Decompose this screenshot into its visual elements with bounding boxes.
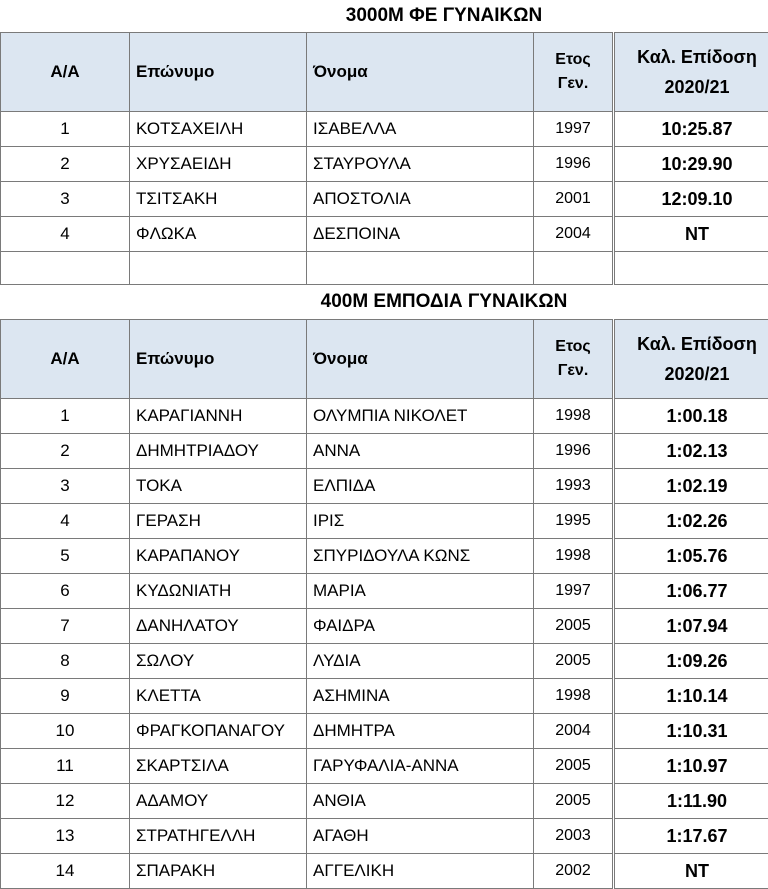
cell-aa: 1 xyxy=(1,399,130,434)
cell-name: ΑΓΓΕΛΙΚΗ xyxy=(307,854,534,889)
table-cell xyxy=(534,252,614,285)
cell-year: 2001 xyxy=(534,182,614,217)
cell-year: 2005 xyxy=(534,749,614,784)
cell-aa: 6 xyxy=(1,574,130,609)
cell-year: 1998 xyxy=(534,679,614,714)
cell-year: 1997 xyxy=(534,574,614,609)
cell-aa: 7 xyxy=(1,609,130,644)
cell-surname: ΚΑΡΑΠΑΝΟΥ xyxy=(130,539,307,574)
cell-name: ΑΣΗΜΙΝΑ xyxy=(307,679,534,714)
col-header-name: Όνομα xyxy=(307,320,534,399)
table-cell xyxy=(1,252,130,285)
cell-surname: ΣΤΡΑΤΗΓΕΛΛΗ xyxy=(130,819,307,854)
table-header-row xyxy=(1,33,768,112)
cell-name: ΑΝΘΙΑ xyxy=(307,784,534,819)
table-header-row xyxy=(1,320,768,399)
cell-name: ΙΣΑΒΕΛΛΑ xyxy=(307,112,534,147)
cell-year: 1995 xyxy=(534,504,614,539)
cell-year: 2004 xyxy=(534,714,614,749)
cell-performance: 1:02.13 xyxy=(614,434,768,469)
cell-aa: 5 xyxy=(1,539,130,574)
table-row xyxy=(1,182,768,217)
table-row xyxy=(1,609,768,644)
table-row xyxy=(1,854,768,889)
section-3000m xyxy=(0,0,768,285)
cell-name: ΟΛΥΜΠΙΑ ΝΙΚΟΛΕΤ xyxy=(307,399,534,434)
cell-aa: 2 xyxy=(1,147,130,182)
table-body xyxy=(1,112,768,252)
table-row xyxy=(1,784,768,819)
cell-name: ΔΗΜΗΤΡΑ xyxy=(307,714,534,749)
results-table xyxy=(0,32,768,285)
cell-performance: 1:10.97 xyxy=(614,749,768,784)
cell-aa: 2 xyxy=(1,434,130,469)
table-row xyxy=(1,574,768,609)
table-row xyxy=(1,469,768,504)
table-row xyxy=(1,679,768,714)
cell-performance: 10:29.90 xyxy=(614,147,768,182)
cell-performance: NT xyxy=(614,854,768,889)
cell-name: ΑΓΑΘΗ xyxy=(307,819,534,854)
col-header-year-line2: Γεν. xyxy=(558,75,589,92)
cell-year: 1996 xyxy=(534,147,614,182)
cell-year: 1996 xyxy=(534,434,614,469)
cell-performance: 1:17.67 xyxy=(614,819,768,854)
cell-year: 2003 xyxy=(534,819,614,854)
cell-performance: 1:07.94 xyxy=(614,609,768,644)
col-header-year xyxy=(534,320,614,399)
table-cell xyxy=(614,252,768,285)
table-row xyxy=(1,714,768,749)
cell-surname: ΑΔΑΜΟΥ xyxy=(130,784,307,819)
cell-performance: NT xyxy=(614,217,768,252)
col-header-perf-line1: Καλ. Επίδοση xyxy=(637,47,757,67)
cell-aa: 10 xyxy=(1,714,130,749)
cell-performance: 1:02.19 xyxy=(614,469,768,504)
col-header-surname: Επώνυμο xyxy=(130,33,307,112)
section-title: 400Μ ΕΜΠΟΔΙΑ ΓΥΝΑΙΚΩΝ xyxy=(0,285,768,319)
cell-surname: ΧΡΥΣΑΕΙΔΗ xyxy=(130,147,307,182)
table-row xyxy=(1,217,768,252)
cell-surname: ΦΛΩΚΑ xyxy=(130,217,307,252)
cell-name: ΓΑΡΥΦΑΛΙΑ-ΑΝΝΑ xyxy=(307,749,534,784)
col-header-year xyxy=(534,33,614,112)
cell-year: 1997 xyxy=(534,112,614,147)
cell-performance: 1:10.31 xyxy=(614,714,768,749)
table-row xyxy=(1,644,768,679)
cell-aa: 8 xyxy=(1,644,130,679)
table-body xyxy=(1,399,768,889)
table-cell xyxy=(130,252,307,285)
col-header-perf-line2: 2020/21 xyxy=(664,364,729,384)
table-row xyxy=(1,399,768,434)
cell-aa: 3 xyxy=(1,469,130,504)
cell-performance: 1:00.18 xyxy=(614,399,768,434)
section-title: 3000M ΦΕ ΓΥΝΑΙΚΩΝ xyxy=(0,0,768,32)
col-header-surname: Επώνυμο xyxy=(130,320,307,399)
cell-performance: 1:06.77 xyxy=(614,574,768,609)
cell-performance: 12:09.10 xyxy=(614,182,768,217)
cell-surname: ΓΕΡΑΣΗ xyxy=(130,504,307,539)
col-header-name: Όνομα xyxy=(307,33,534,112)
cell-surname: ΔΑΝΗΛΑΤΟΥ xyxy=(130,609,307,644)
cell-performance: 10:25.87 xyxy=(614,112,768,147)
table-cell xyxy=(307,252,534,285)
empty-row xyxy=(1,252,768,285)
table-row xyxy=(1,147,768,182)
cell-year: 2005 xyxy=(534,644,614,679)
cell-surname: ΣΩΛΟΥ xyxy=(130,644,307,679)
table-row xyxy=(1,539,768,574)
cell-surname: ΣΠΑΡΑΚΗ xyxy=(130,854,307,889)
cell-aa: 14 xyxy=(1,854,130,889)
cell-surname: ΤΟΚΑ xyxy=(130,469,307,504)
col-header-year-line1: Ετος xyxy=(555,338,590,355)
col-header-perf-line2: 2020/21 xyxy=(664,77,729,97)
col-header-performance xyxy=(614,320,768,399)
cell-name: ΙΡΙΣ xyxy=(307,504,534,539)
cell-aa: 3 xyxy=(1,182,130,217)
cell-surname: ΚΥΔΩΝΙΑΤΗ xyxy=(130,574,307,609)
col-header-aa: Α/Α xyxy=(1,320,130,399)
cell-aa: 4 xyxy=(1,217,130,252)
cell-surname: ΚΛΕΤΤΑ xyxy=(130,679,307,714)
cell-year: 1998 xyxy=(534,399,614,434)
cell-name: ΛΥΔΙΑ xyxy=(307,644,534,679)
cell-year: 2005 xyxy=(534,609,614,644)
cell-performance: 1:05.76 xyxy=(614,539,768,574)
cell-surname: ΔΗΜΗΤΡΙΑΔΟΥ xyxy=(130,434,307,469)
cell-name: ΜΑΡΙΑ xyxy=(307,574,534,609)
cell-name: ΔΕΣΠΟΙΝΑ xyxy=(307,217,534,252)
table-row xyxy=(1,434,768,469)
cell-surname: ΚΑΡΑΓΙΑΝΝΗ xyxy=(130,399,307,434)
cell-name: ΣΤΑΥΡΟΥΛΑ xyxy=(307,147,534,182)
cell-surname: ΤΣΙΤΣΑΚΗ xyxy=(130,182,307,217)
cell-name: ΦΑΙΔΡΑ xyxy=(307,609,534,644)
cell-performance: 1:10.14 xyxy=(614,679,768,714)
cell-aa: 12 xyxy=(1,784,130,819)
table-row xyxy=(1,749,768,784)
cell-aa: 11 xyxy=(1,749,130,784)
cell-year: 2004 xyxy=(534,217,614,252)
cell-aa: 4 xyxy=(1,504,130,539)
cell-year: 2002 xyxy=(534,854,614,889)
cell-year: 1993 xyxy=(534,469,614,504)
cell-year: 2005 xyxy=(534,784,614,819)
cell-aa: 9 xyxy=(1,679,130,714)
cell-name: ΑΝΝΑ xyxy=(307,434,534,469)
cell-name: ΕΛΠΙΔΑ xyxy=(307,469,534,504)
cell-performance: 1:11.90 xyxy=(614,784,768,819)
cell-performance: 1:09.26 xyxy=(614,644,768,679)
cell-surname: ΣΚΑΡΤΣΙΛΑ xyxy=(130,749,307,784)
cell-performance: 1:02.26 xyxy=(614,504,768,539)
table-row xyxy=(1,504,768,539)
col-header-perf-line1: Καλ. Επίδοση xyxy=(637,334,757,354)
cell-name: ΑΠΟΣΤΟΛΙΑ xyxy=(307,182,534,217)
results-table xyxy=(0,319,768,889)
col-header-performance xyxy=(614,33,768,112)
cell-aa: 13 xyxy=(1,819,130,854)
col-header-year-line2: Γεν. xyxy=(558,362,589,379)
section-400m-hurdles xyxy=(0,285,768,889)
col-header-aa: Α/Α xyxy=(1,33,130,112)
table-row xyxy=(1,112,768,147)
cell-name: ΣΠΥΡΙΔΟΥΛΑ ΚΩΝΣ xyxy=(307,539,534,574)
cell-year: 1998 xyxy=(534,539,614,574)
cell-surname: ΦΡΑΓΚΟΠΑΝΑΓΟΥ xyxy=(130,714,307,749)
col-header-year-line1: Ετος xyxy=(555,51,590,68)
cell-surname: ΚΟΤΣΑΧΕΙΛΗ xyxy=(130,112,307,147)
table-row xyxy=(1,819,768,854)
cell-aa: 1 xyxy=(1,112,130,147)
